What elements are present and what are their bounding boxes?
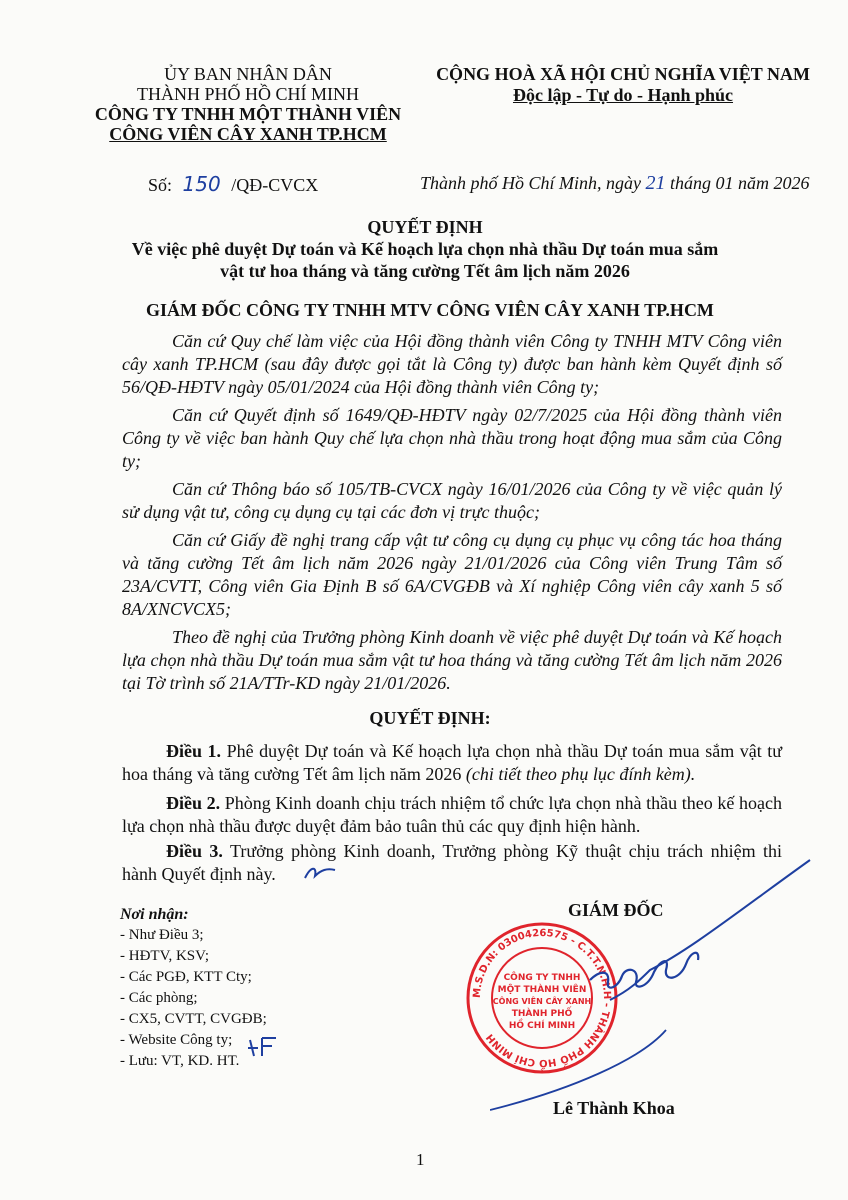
article-1: Điều 1. Phê duyệt Dự toán và Kế hoạch lựa chọn nhà thầu Dự toán mua sắm vật tư hoa tháng và tăng cường Tết âm lịch năm 2026 (chi tiết theo phụ lục đính kèm). xyxy=(122,741,783,784)
document-number-prefix: Số: xyxy=(148,175,173,195)
svg-text:M.S.D.N: 0300426575 - C.T.T.N.: M.S.D.N: 0300426575 - C.T.T.N.H.H - THÀNH PHỐ HỒ CHÍ MINH xyxy=(471,927,613,1069)
document-title xyxy=(60,216,790,282)
list-item: - Các phòng; xyxy=(120,990,198,1006)
signer-position: GIÁM ĐỐC xyxy=(568,900,664,920)
date-prefix: Thành phố Hồ Chí Minh, ngày xyxy=(420,173,642,193)
preamble-paragraph: Căn cứ Giấy đề nghị trang cấp vật tư công cụ dụng cụ phục vụ công tác hoa tháng và tăng cường Tết âm lịch năm 2026 ngày 21/01/2026 của Công viên Trung Tâm số 23A/CVTT, Công viên Gia Định B số 6A/CVGĐB và Xí nghiệp Công viên cây xanh 5 số 8A/XNCVCX5; xyxy=(122,530,782,619)
document-number-handwritten: 150 xyxy=(182,172,221,196)
director-heading: GIÁM ĐỐC CÔNG TY TNHH MTV CÔNG VIÊN CÂY XANH TP.HCM xyxy=(146,300,714,320)
initial-mark-icon xyxy=(246,1034,280,1060)
date-suffix: tháng 01 năm 2026 xyxy=(670,173,810,193)
issuing-authority xyxy=(88,64,408,144)
page-number: 1 xyxy=(416,1150,425,1169)
recipients-list xyxy=(120,904,267,1072)
authority-line-2: THÀNH PHỐ HỒ CHÍ MINH xyxy=(137,84,359,104)
company-line-1: CÔNG TY TNHH MỘT THÀNH VIÊN xyxy=(94,104,402,124)
list-item: - HĐTV, KSV; xyxy=(120,948,210,964)
preamble-paragraph: Căn cứ Quy chế làm việc của Hội đồng thành viên Công ty TNHH MTV Công viên cây xanh TP.HCM (sau đây được gọi tắt là Công ty) được ban hành kèm Quyết định số 56/QĐ-HĐTV ngày 05/01/2024 của Hội đồng thành viên Công ty; xyxy=(122,331,782,397)
preamble-paragraph: Căn cứ Thông báo số 105/TB-CVCX ngày 16/01/2026 của Công ty về việc quản lý sử dụng vật tư, công cụ dụng cụ tại các đơn vị trực thuộc; xyxy=(122,479,782,522)
list-item: - Website Công ty; xyxy=(120,1032,233,1048)
title-subject-line-2: vật tư hoa tháng và tăng cường Tết âm lịch năm 2026 xyxy=(220,261,630,281)
document-date xyxy=(420,172,810,195)
svg-text:CÔNG VIÊN CÂY XANH: CÔNG VIÊN CÂY XANH xyxy=(492,997,592,1006)
title-subject-line-1: Về việc phê duyệt Dự toán và Kế hoạch lựa chọn nhà thầu Dự toán mua sắm xyxy=(131,239,719,259)
company-line-2: CÔNG VIÊN CÂY XANH TP.HCM xyxy=(109,124,387,144)
preamble-paragraph: Căn cứ Quyết định số 1649/QĐ-HĐTV ngày 02/7/2025 của Hội đồng thành viên Công ty về việc ban hành Quy chế lựa chọn nhà thầu trong hoạt động mua sắm của Công ty; xyxy=(122,405,782,471)
svg-text:HỒ CHÍ MINH: HỒ CHÍ MINH xyxy=(508,1021,576,1031)
decision-heading: QUYẾT ĐỊNH: xyxy=(369,708,491,728)
list-item: - Như Điều 3; xyxy=(120,927,204,943)
title-heading: QUYẾT ĐỊNH xyxy=(367,217,483,237)
list-item: - Các PGĐ, KTT Cty; xyxy=(120,969,252,985)
article-3: Điều 3. Trưởng phòng Kinh doanh, Trưởng phòng Kỹ thuật chịu trách nhiệm thi hành Quyết định này. xyxy=(122,841,782,884)
list-item: - Lưu: VT, KD. HT. xyxy=(120,1053,240,1069)
recipients-heading: Nơi nhận: xyxy=(120,906,189,923)
list-item: - CX5, CVTT, CVGĐB; xyxy=(120,1011,267,1027)
preamble-paragraph: Theo đề nghị của Trưởng phòng Kinh doanh về việc phê duyệt Dự toán và Kế hoạch lựa chọn nhà thầu Dự toán mua sắm vật tư hoa tháng và tăng cường Tết âm lịch năm 2026 tại Tờ trình số 21A/TTr-KD ngày 21/01/2026. xyxy=(122,627,782,693)
motto: Độc lập - Tự do - Hạnh phúc xyxy=(512,85,734,105)
national-motto xyxy=(418,64,828,106)
initial-mark-icon xyxy=(303,862,337,884)
signature-icon xyxy=(490,820,820,1120)
authority-line-1: ỦY BAN NHÂN DÂN xyxy=(164,64,332,84)
date-day-handwritten: 21 xyxy=(645,172,666,194)
document-number-suffix: /QĐ-CVCX xyxy=(231,175,319,195)
svg-text:CÔNG TY TNHH: CÔNG TY TNHH xyxy=(503,973,581,983)
article-2: Điều 2. Phòng Kinh doanh chịu trách nhiệm tổ chức lựa chọn nhà thầu theo kế hoạch lựa chọn nhà thầu được duyệt đảm bảo tuân thủ các quy định hiện hành. xyxy=(122,793,783,836)
document-number xyxy=(148,172,318,196)
signer-name: Lê Thành Khoa xyxy=(553,1098,675,1118)
svg-text:MỘT THÀNH VIÊN: MỘT THÀNH VIÊN xyxy=(497,985,587,995)
svg-text:THÀNH PHỐ: THÀNH PHỐ xyxy=(511,1009,573,1019)
nation-title: CỘNG HOÀ XÃ HỘI CHỦ NGHĨA VIỆT NAM xyxy=(436,64,810,84)
